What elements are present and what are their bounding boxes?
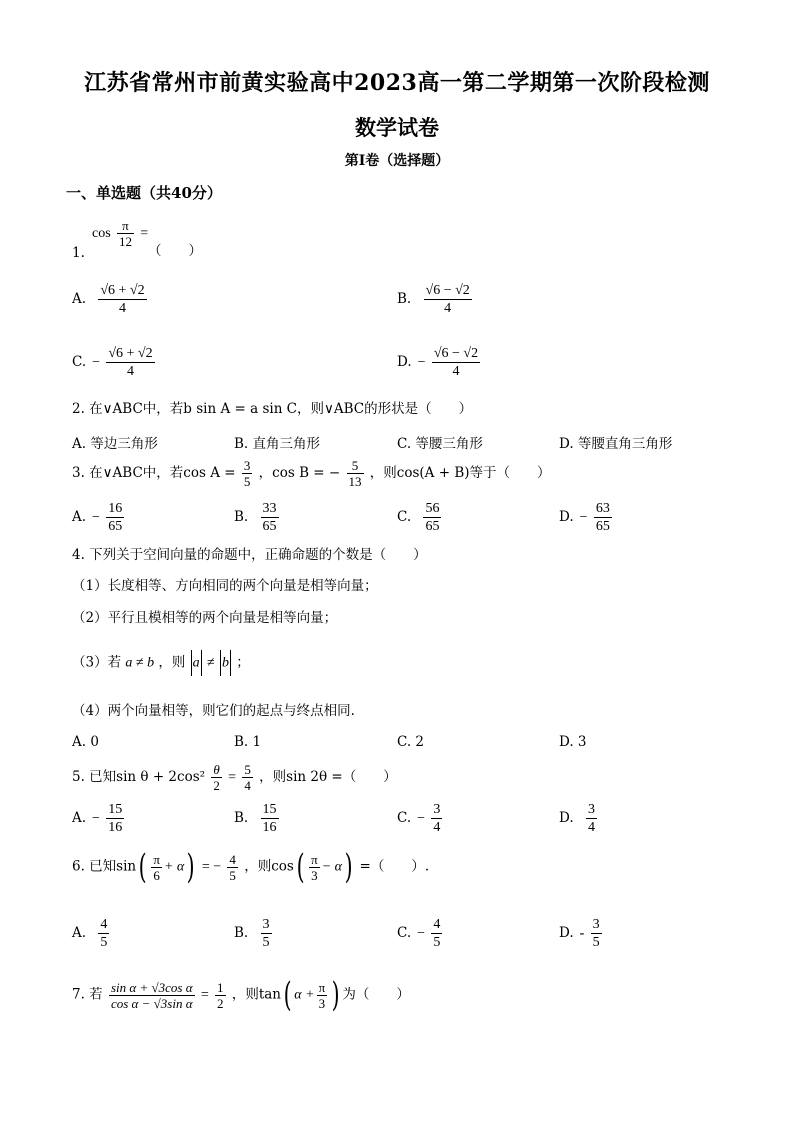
q4-option-b[interactable]: B. 1 — [234, 734, 262, 750]
q6-option-b[interactable]: B. $\frac{3}{5}$ — [234, 917, 270, 950]
q1-option-b[interactable]: B. $\frac{√6 - √2}{4}$ — [397, 283, 470, 316]
q2-option-c[interactable]: C. 等腰三角形 — [397, 436, 483, 452]
q4-stem: 4. 下列关于空间向量的命题中，正确命题的个数是（ ） — [72, 547, 427, 563]
q6-option-d[interactable]: D. - $\frac{3}{5}$ — [559, 917, 600, 950]
q5-option-a[interactable]: A. − $\frac{15}{16}$ — [72, 802, 123, 835]
q3-option-d[interactable]: D. − $\frac{63}{65}$ — [559, 501, 610, 534]
q4-statement-1: （1）长度相等、方向相同的两个向量是相等向量； — [72, 578, 378, 594]
q2-option-a[interactable]: A. 等边三角形 — [72, 436, 158, 452]
q1-option-d[interactable]: D. − $\frac{√6 - √2}{4}$ — [397, 346, 479, 379]
q5-option-d[interactable]: D. $\frac{3}{4}$ — [559, 802, 595, 835]
volume-label: 第I卷（选择题） — [344, 153, 450, 169]
q6-stem: 6. 已知sin( $\frac{\pi}{6}$ + α) = − $\frac{4}{5}$ ，则cos( $\frac{\pi}{3}$ − α) =（ ）. — [72, 847, 430, 887]
section-heading: 一、单选题（共40分） — [66, 184, 222, 202]
q3-stem: 3. 在∨ABC中，若cos A = $\frac{3}{5}$ ，cos B = − $\frac{5}{13}$ ，则cos(A + B)等于（ ） — [72, 458, 551, 489]
q4-option-d[interactable]: D. 3 — [559, 734, 587, 750]
q3-option-a[interactable]: A. − $\frac{16}{65}$ — [72, 501, 123, 534]
q1-number: 1. — [72, 245, 85, 261]
q6-option-c[interactable]: C. − $\frac{4}{5}$ — [397, 917, 441, 950]
q1-option-a[interactable]: A. $\frac{√6 + √2}{4}$ — [72, 283, 145, 316]
q6-option-a[interactable]: A. $\frac{4}{5}$ — [72, 917, 108, 950]
q3-option-b[interactable]: B. $\frac{33}{65}$ — [234, 501, 277, 534]
q1-option-c[interactable]: C. − $\frac{√6 + √2}{4}$ — [72, 346, 153, 379]
q4-option-a[interactable]: A. 0 — [72, 734, 99, 750]
q4-statement-2: （2）平行且模相等的两个向量是相等向量； — [72, 610, 338, 626]
q5-option-c[interactable]: C. − $\frac{3}{4}$ — [397, 802, 441, 835]
q5-option-b[interactable]: B. $\frac{15}{16}$ — [234, 802, 277, 835]
q2-option-b[interactable]: B. 直角三角形 — [234, 436, 321, 452]
q4-option-c[interactable]: C. 2 — [397, 734, 425, 750]
q7-stem: 7. 若 $\frac{\text{sin α + √3cos α}}{\text{cos α − √3sin α}}$ = $\frac{1}{2}$ ，则tan( α + $\frac{\pi}{3}$ ) 为（ ） — [72, 975, 410, 1015]
q1-blank: （ ） — [148, 243, 202, 259]
q2-stem: 2. 在∨ABC中，若b sin A = a sin C，则∨ABC的形状是（ ） — [72, 401, 473, 417]
q3-option-c[interactable]: C. $\frac{56}{65}$ — [397, 501, 440, 534]
q4-statement-3: （3）若 a ≠ b ，则 a ≠ b ； — [72, 650, 250, 676]
exam-subtitle: 数学试卷 — [355, 115, 439, 140]
q5-stem: 5. 已知sin θ + 2cos² $\frac{\theta}{2}$ = $\frac{5}{4}$ ，则sin 2θ =（ ） — [72, 762, 397, 793]
q4-statement-4: （4）两个向量相等，则它们的起点与终点相同. — [72, 703, 355, 719]
q2-option-d[interactable]: D. 等腰直角三角形 — [559, 436, 673, 452]
q1-expression: cos $\frac{\pi}{12}$ = — [92, 218, 149, 249]
exam-title: 江苏省常州市前黄实验高中2023高一第二学期第一次阶段检测 — [84, 70, 710, 96]
